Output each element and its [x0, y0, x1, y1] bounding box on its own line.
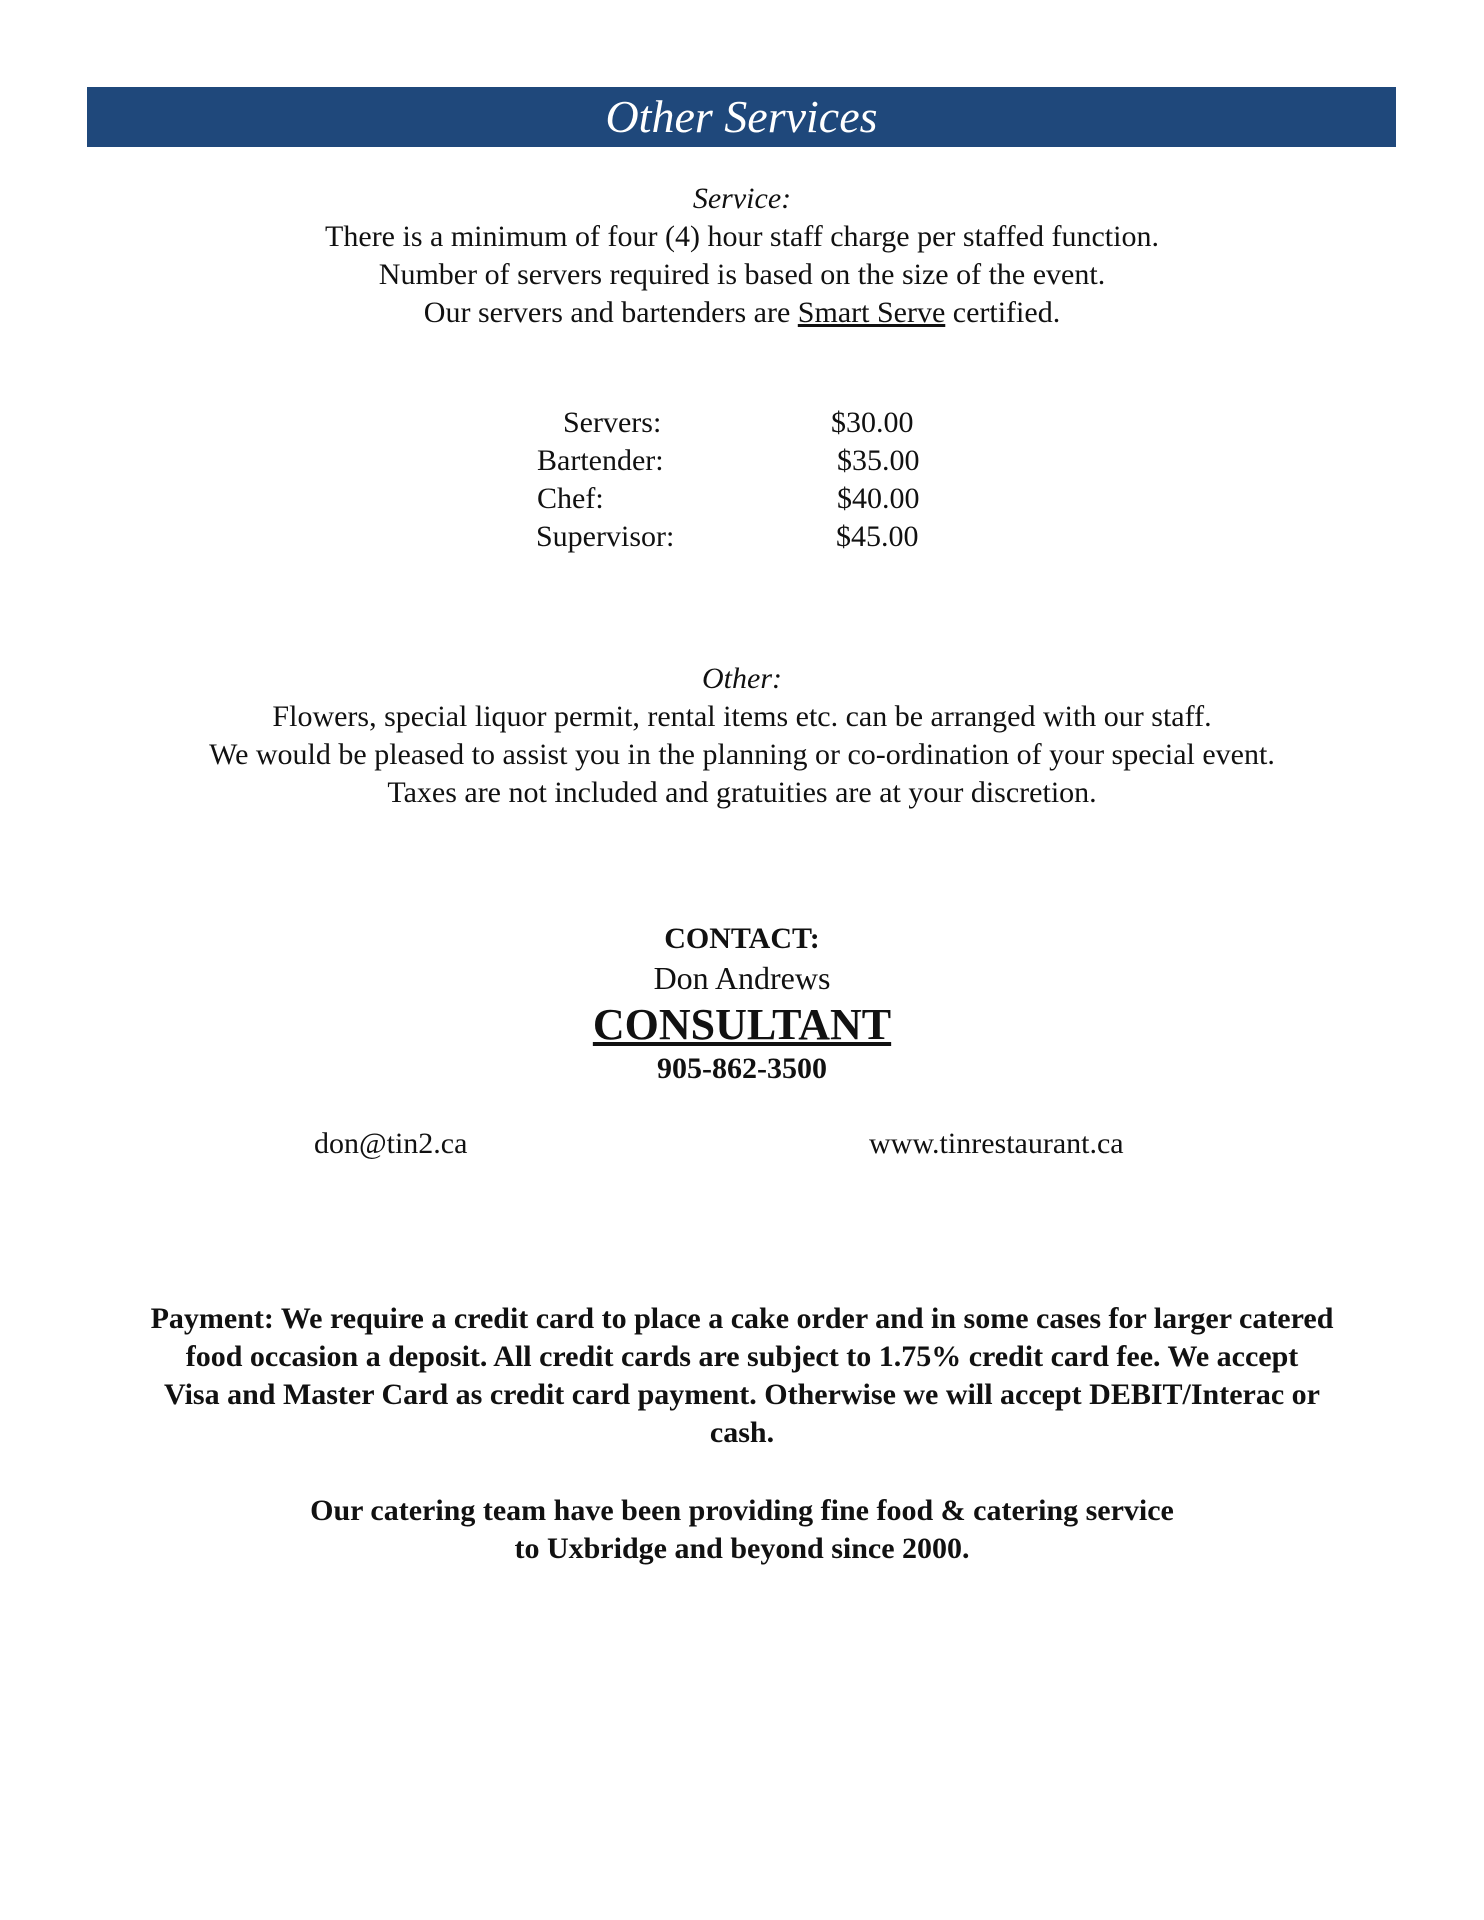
- other-line-2: We would be pleased to assist you in the planning or co-ordination of your special event.: [209, 738, 1275, 771]
- rate-label-bartender: Bartender:: [537, 444, 664, 477]
- rate-value-servers: $30.00: [831, 406, 914, 439]
- service-section: [0, 180, 1484, 332]
- rate-label-chef: Chef:: [537, 482, 604, 515]
- service-line-3-prefix: Our servers and bartenders are: [423, 296, 798, 329]
- contact-email: don@tin2.ca: [314, 1127, 468, 1160]
- team-line-1: Our catering team have been providing fine food & catering service: [310, 1494, 1174, 1527]
- rate-value-bartender: $35.00: [837, 444, 920, 477]
- service-heading: Service:: [692, 182, 792, 215]
- service-line-2: Number of servers required is based on the size of the event.: [378, 258, 1106, 291]
- smart-serve-text: Smart Serve: [797, 296, 946, 329]
- contact-name: Don Andrews: [653, 960, 831, 996]
- service-line-3-suffix: certified.: [945, 296, 1061, 329]
- service-line-1: There is a minimum of four (4) hour staff charge per staffed function.: [325, 220, 1159, 253]
- other-section: [0, 660, 1484, 812]
- team-section: [0, 1492, 1484, 1568]
- contact-phone: 905-862-3500: [657, 1052, 827, 1085]
- rate-label-servers: Servers:: [563, 406, 662, 439]
- rate-value-chef: $40.00: [837, 482, 920, 515]
- payment-line-4: cash.: [709, 1416, 775, 1449]
- service-line-3: [0, 294, 1484, 332]
- contact-role: CONSULTANT: [592, 1000, 892, 1049]
- payment-line-2: food occasion a deposit. All credit cards are subject to 1.75% credit card fee. We accept: [185, 1340, 1299, 1373]
- team-line-2: to Uxbridge and beyond since 2000.: [514, 1532, 970, 1565]
- rate-value-supervisor: $45.00: [836, 520, 919, 553]
- other-heading: Other:: [702, 662, 782, 695]
- rate-label-supervisor: Supervisor:: [536, 520, 675, 553]
- payment-line-1: Payment: We require a credit card to place a cake order and in some cases for larger catered: [150, 1302, 1334, 1335]
- contact-website: www.tinrestaurant.ca: [869, 1127, 1124, 1160]
- payment-section: [0, 1300, 1484, 1452]
- page-title: Other Services: [87, 87, 1396, 147]
- other-line-1: Flowers, special liquor permit, rental items etc. can be arranged with our staff.: [272, 700, 1212, 733]
- payment-line-3: Visa and Master Card as credit card payment. Otherwise we will accept DEBIT/Interac or: [164, 1378, 1320, 1411]
- contact-label: CONTACT:: [664, 922, 820, 955]
- other-line-3: Taxes are not included and gratuities are at your discretion.: [387, 776, 1097, 809]
